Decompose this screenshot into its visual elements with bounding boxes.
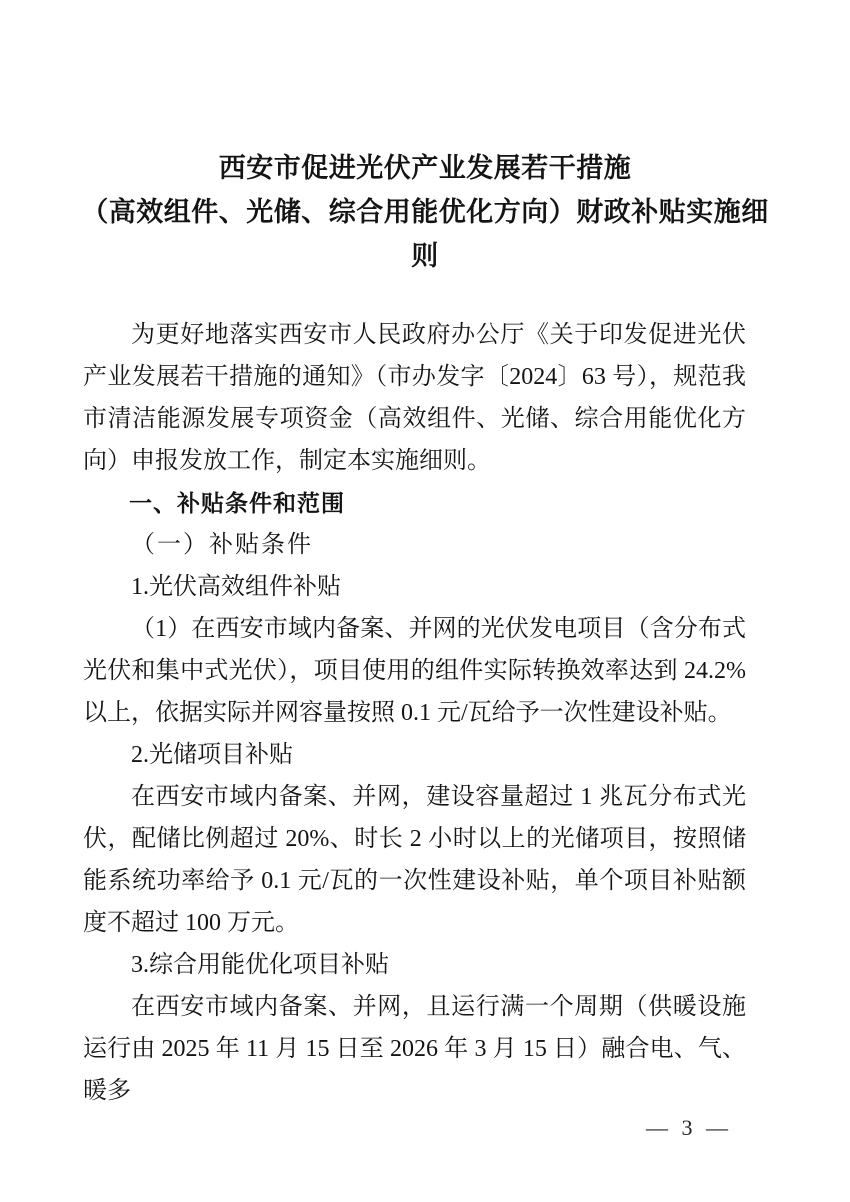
page-number: — 3 — bbox=[646, 1115, 732, 1140]
paragraph-item-1: （1）在西安市域内备案、并网的光伏发电项目（含分布式光伏和集中式光伏），项目使用的组件实际转换效率达到 24.2%以上，依据实际并网容量按照 0.1 元/瓦给予一次性建设补贴。 bbox=[83, 616, 746, 726]
paragraph-intro: 为更好地落实西安市人民政府办公厅《关于印发促进光伏产业发展若干措施的通知》（市办发字〔2024〕63 号），规范我市清洁能源发展专项资金（高效组件、光储、综合用能优化方向）申报发放工作，制定本实施细则。 bbox=[83, 322, 746, 474]
document-title-line-2: （高效组件、光储、综合用能优化方向）财政补贴实施细 bbox=[81, 197, 769, 227]
section-heading-1: 一、补贴条件和范围 bbox=[129, 490, 345, 516]
subsection-heading-1-1: （一）补贴条件 bbox=[131, 532, 313, 558]
document-title-line-1: 西安市促进光伏产业发展若干措施 bbox=[218, 153, 632, 183]
document-title bbox=[75, 0, 775, 278]
document-body bbox=[0, 314, 850, 1112]
document-title-line-3: 则 bbox=[411, 241, 439, 271]
item-heading-3: 3.综合用能优化项目补贴 bbox=[131, 952, 389, 978]
paragraph-item-2: 在西安市域内备案、并网，建设容量超过 1 兆瓦分布式光伏，配储比例超过 20%、时长 2 小时以上的光储项目，按照储能系统功率给予 0.1 元/瓦的一次性建设补贴，单个项目补贴额度不超过 100 万元。 bbox=[83, 784, 746, 936]
item-heading-2: 2.光储项目补贴 bbox=[131, 742, 293, 768]
paragraph-item-3: 在西安市域内备案、并网，且运行满一个周期（供暖设施运行由 2025 年 11 月 15 日至 2026 年 3 月 15 日）融合电、气、暖多 bbox=[83, 994, 746, 1104]
item-heading-1: 1.光伏高效组件补贴 bbox=[131, 574, 341, 600]
